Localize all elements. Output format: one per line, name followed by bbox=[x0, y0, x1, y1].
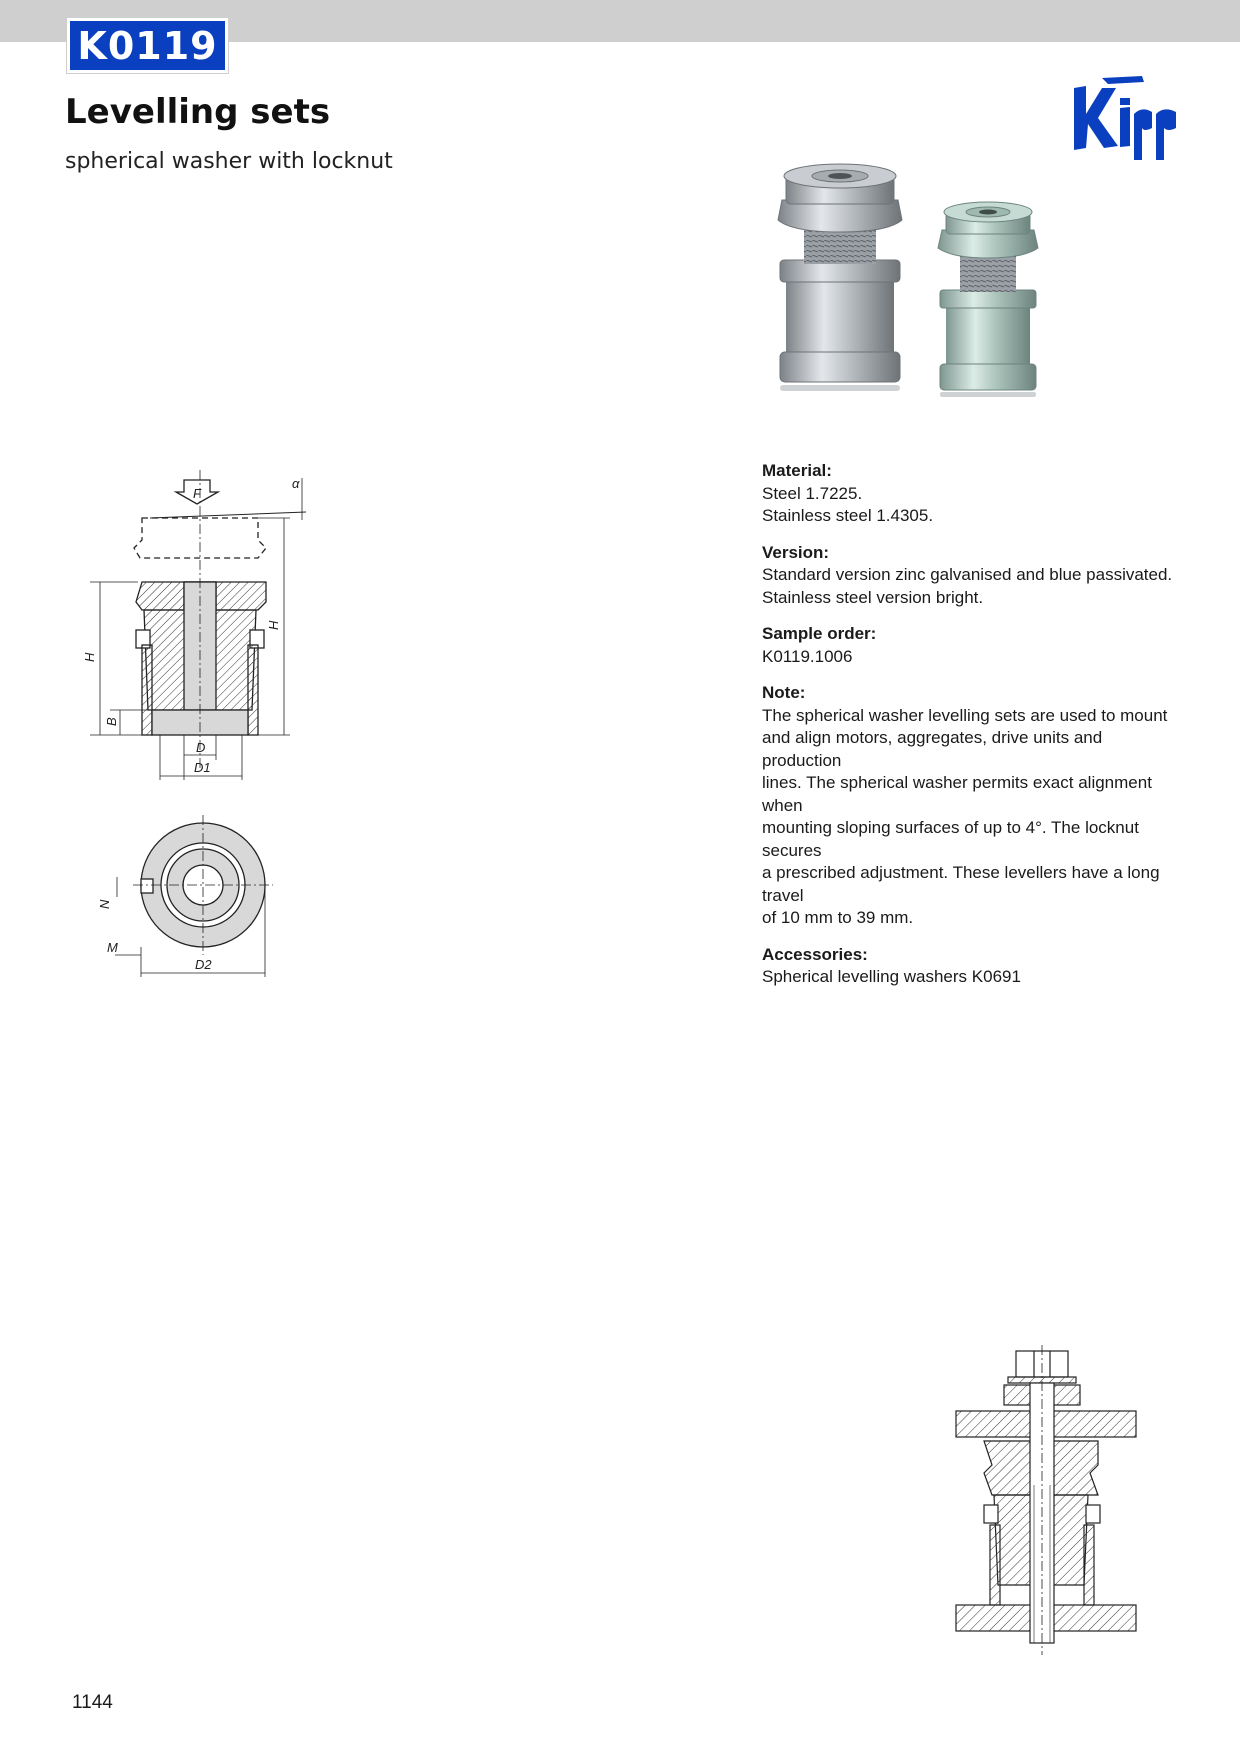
accessories-line: Spherical levelling washers K0691 bbox=[762, 967, 1021, 986]
product-info bbox=[762, 460, 1182, 1003]
note-line: The spherical washer levelling sets are used to mount bbox=[762, 705, 1168, 725]
version-line: Stainless steel version bright. bbox=[762, 587, 984, 607]
label-angle: α bbox=[292, 476, 300, 491]
sample-order-label: Sample order: bbox=[762, 624, 877, 643]
label-height-left: H bbox=[82, 652, 97, 662]
label-height-right: H bbox=[266, 620, 281, 630]
sample-order-value: K0119.1006 bbox=[762, 646, 853, 666]
page-subtitle: spherical washer with locknut bbox=[65, 149, 393, 174]
mounting-example-drawing bbox=[948, 1345, 1144, 1655]
side-section-drawing bbox=[80, 470, 320, 785]
product-photo bbox=[770, 160, 1070, 405]
large-leveller bbox=[778, 164, 902, 391]
note-line: lines. The spherical washer permits exact alignment when bbox=[762, 773, 1152, 815]
accessories-section bbox=[762, 944, 1182, 989]
page-title: Levelling sets bbox=[65, 92, 331, 132]
material-line: Steel 1.7225. bbox=[762, 483, 863, 503]
note-line: and align motors, aggregates, drive units and production bbox=[762, 728, 1103, 770]
version-section bbox=[762, 542, 1182, 610]
note-line: mounting sloping surfaces of up to 4°. The locknut secures bbox=[762, 818, 1139, 860]
note-line: a prescribed adjustment. These levellers have a long travel bbox=[762, 863, 1160, 905]
material-section bbox=[762, 460, 1182, 528]
note-label: Note: bbox=[762, 683, 806, 702]
version-line: Standard version zinc galvanised and blue passivated. bbox=[762, 565, 1173, 584]
product-code-badge: K0119 bbox=[67, 18, 228, 73]
top-view-drawing bbox=[95, 815, 285, 985]
material-label: Material: bbox=[762, 461, 832, 480]
page-number: 1144 bbox=[72, 1692, 113, 1713]
small-leveller bbox=[938, 202, 1038, 397]
label-n: N bbox=[97, 899, 112, 909]
version-label: Version: bbox=[762, 542, 830, 562]
label-force: F bbox=[193, 486, 201, 501]
accessories-label: Accessories: bbox=[762, 944, 868, 964]
material-line: Stainless steel 1.4305. bbox=[762, 506, 934, 525]
label-d2: D2 bbox=[195, 957, 212, 972]
note-section bbox=[762, 682, 1182, 930]
label-d1: D1 bbox=[194, 760, 211, 775]
label-b: B bbox=[104, 717, 119, 726]
note-line: of 10 mm to 39 mm. bbox=[762, 908, 914, 927]
kipp-logo bbox=[1072, 74, 1184, 160]
label-d: D bbox=[196, 740, 206, 755]
sample-order-section bbox=[762, 623, 1182, 668]
label-m: M bbox=[107, 940, 118, 955]
